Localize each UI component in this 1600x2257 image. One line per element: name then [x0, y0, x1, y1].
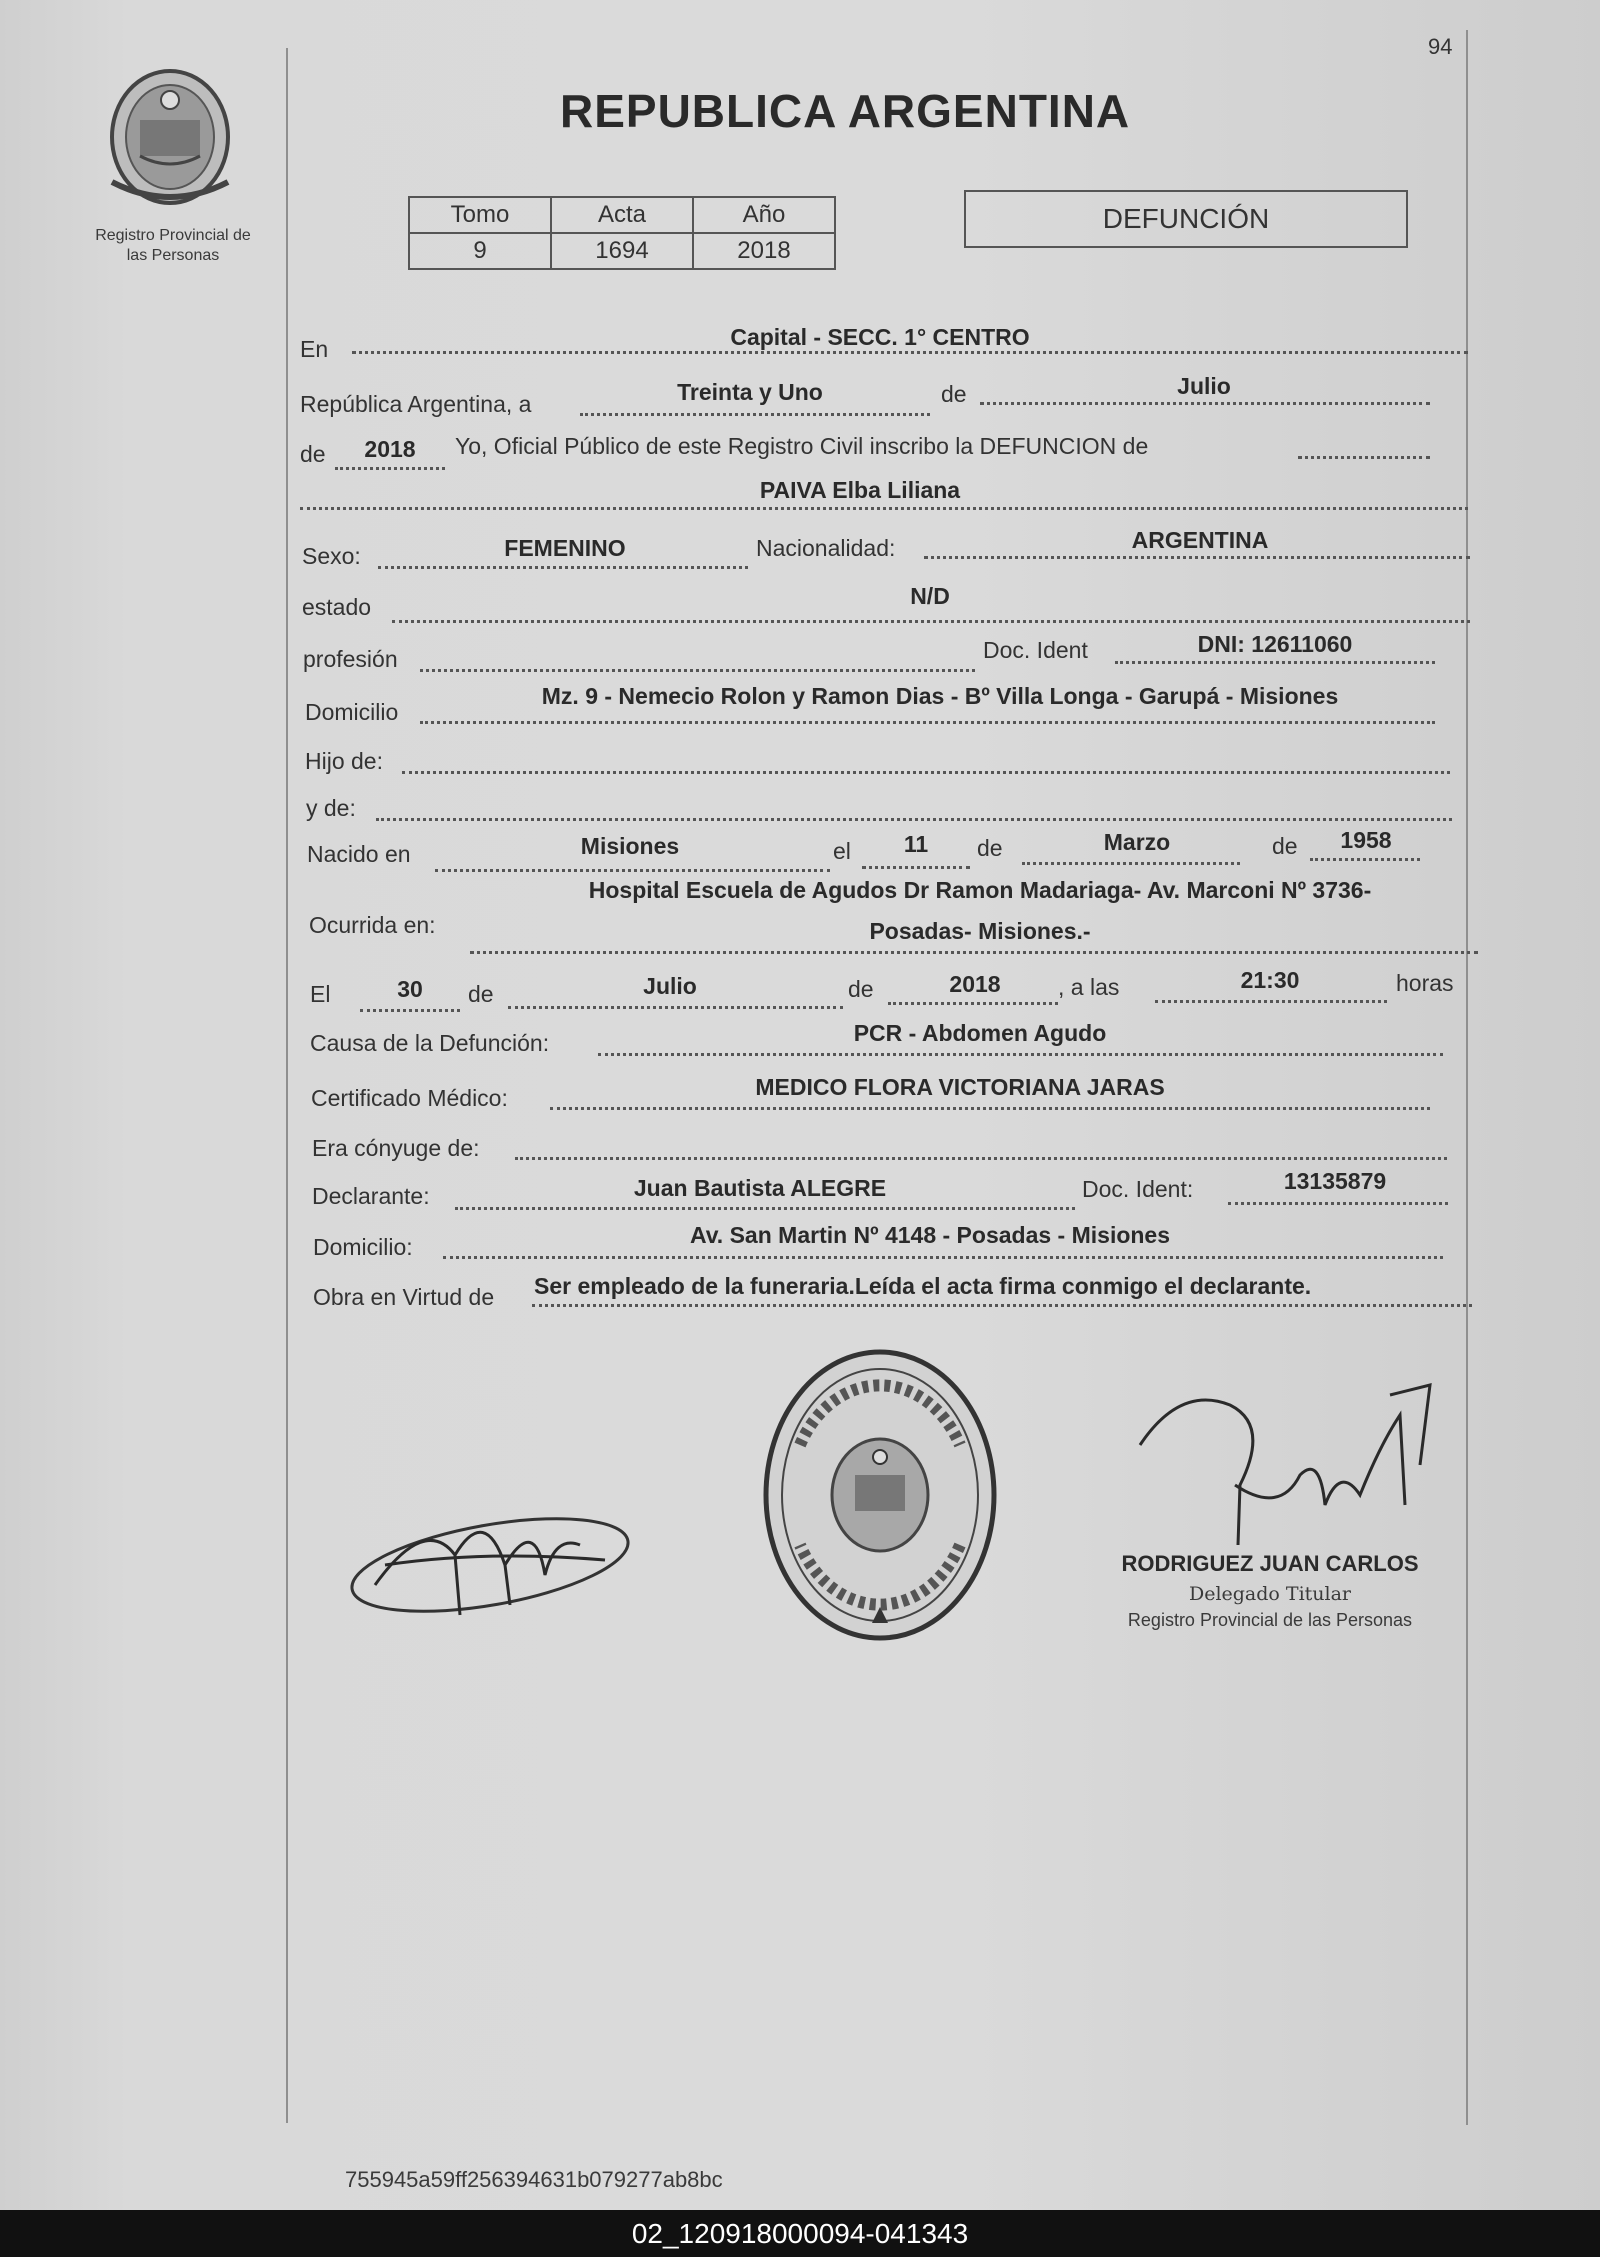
value-nombre: PAIVA Elba Liliana [759, 477, 961, 503]
label-ocurrida-en: Ocurrida en: [309, 912, 436, 938]
dots-hijo-de [402, 771, 1450, 774]
value-nacionalidad: ARGENTINA [1131, 527, 1269, 553]
dots-def-mes [508, 1006, 843, 1009]
label-el: el [833, 838, 851, 864]
dots-nac-dia [862, 866, 970, 869]
signatory-org: Registro Provincial de las Personas [1127, 1610, 1413, 1630]
signatory-role: Delegado Titular [1188, 1583, 1352, 1605]
signatory-name: RODRIGUEZ JUAN CARLOS [1121, 1551, 1419, 1576]
label-declarante: Declarante: [312, 1183, 430, 1209]
acta-header: Acta [551, 197, 693, 233]
label-doc-ident-declarante: Doc. Ident: [1082, 1176, 1194, 1202]
right-margin-line [1466, 30, 1468, 2125]
label-el-def: El [310, 981, 331, 1007]
dots-declarante [455, 1207, 1075, 1210]
declarant-signature-icon [345, 1495, 635, 1625]
value-nac-anio: 1958 [1340, 827, 1392, 853]
label-de-nac-anio: de [1272, 833, 1298, 859]
dots-nombre [300, 507, 1468, 510]
official-seal-icon [760, 1345, 1000, 1645]
value-obra-en-virtud: Ser empleado de la funeraria.Leída el acta firma conmigo el declarante. [534, 1273, 1312, 1299]
label-causa: Causa de la Defunción: [310, 1030, 550, 1056]
dots-causa [598, 1053, 1443, 1056]
dots-domicilio [420, 721, 1435, 724]
value-declarante-doc: 13135879 [1283, 1168, 1387, 1194]
acta-value: 1694 [551, 233, 693, 269]
registry-caption-line1: Registro Provincial de [95, 227, 251, 244]
misiones-crest-icon [100, 62, 240, 212]
page-title: REPUBLICA ARGENTINA [560, 85, 1131, 137]
dots-declarante-domicilio [443, 1256, 1443, 1259]
label-de-def-anio: de [848, 976, 874, 1002]
label-doc-ident: Doc. Ident [983, 637, 1088, 663]
dots-obra-en-virtud [532, 1304, 1472, 1307]
tomo-value: 9 [409, 233, 551, 269]
value-nac-dia: 11 [903, 831, 929, 857]
value-dia-texto: Treinta y Uno [677, 379, 823, 405]
dots-conyuge [515, 1157, 1447, 1160]
dots-ocurrida [470, 951, 1478, 954]
dots-nac-mes [1022, 862, 1240, 865]
value-domicilio: Mz. 9 - Nemecio Rolon y Ramon Dias - Bº Villa Longa - Garupá - Misiones [541, 683, 1339, 709]
value-sexo: FEMENINO [504, 535, 626, 561]
dots-nacionalidad [924, 556, 1470, 559]
value-mes: Julio [1177, 373, 1231, 399]
label-estado: estado [302, 594, 372, 620]
dots-estado [392, 620, 1470, 623]
label-hijo-de: Hijo de: [305, 748, 383, 774]
value-def-hora: 21:30 [1240, 967, 1300, 993]
value-def-dia: 30 [397, 976, 423, 1002]
value-doc-ident: DNI: 12611060 [1197, 631, 1353, 657]
value-ocurrida-linea2: Posadas- Misiones.- [869, 918, 1091, 944]
label-a-las: , a las [1058, 974, 1120, 1000]
dots-certificado [550, 1107, 1430, 1110]
label-y-de: y de: [306, 795, 356, 821]
value-estado: N/D [910, 583, 950, 609]
label-de-nac-mes: de [977, 835, 1003, 861]
value-declarante-domicilio: Av. San Martin Nº 4148 - Posadas - Misiones [689, 1222, 1171, 1248]
value-declarante: Juan Bautista ALEGRE [633, 1175, 887, 1201]
dots-dia [580, 413, 930, 416]
anio-header: Año [693, 197, 835, 233]
value-lugar: Capital - SECC. 1° CENTRO [730, 324, 1030, 350]
value-nacido-en: Misiones [580, 833, 680, 859]
value-causa: PCR - Abdomen Agudo [853, 1020, 1107, 1046]
page-number: 94 [1428, 34, 1453, 59]
tomo-header: Tomo [409, 197, 551, 233]
value-def-mes: Julio [643, 973, 697, 999]
dots-def-anio [888, 1002, 1058, 1005]
label-domicilio: Domicilio [305, 699, 399, 725]
dots-mes [980, 402, 1430, 405]
dots-anio [335, 467, 445, 470]
label-horas: horas [1396, 970, 1454, 996]
label-oficial: Yo, Oficial Público de este Registro Civil inscribo la DEFUNCION de [455, 433, 1149, 459]
dots-doc-ident [1115, 661, 1435, 664]
value-def-anio: 2018 [949, 971, 1001, 997]
label-en: En [300, 336, 329, 362]
dots-lugar [352, 351, 1468, 354]
registry-caption [68, 226, 278, 266]
dots-declarante-doc [1228, 1202, 1448, 1205]
label-profesion: profesión [303, 646, 398, 672]
dots-profesion [420, 669, 975, 672]
anio-value: 2018 [693, 233, 835, 269]
value-ocurrida-linea1: Hospital Escuela de Agudos Dr Ramon Madariaga- Av. Marconi Nº 3736- [588, 877, 1372, 903]
dots-y-de [376, 818, 1452, 821]
label-conyuge: Era cónyuge de: [312, 1135, 480, 1161]
value-anio: 2018 [364, 436, 416, 462]
label-sexo: Sexo: [302, 543, 361, 569]
label-republica-a: República Argentina, a [300, 391, 532, 417]
record-type-box: DEFUNCIÓN [964, 190, 1408, 248]
footer-id-bar: 02_120918000094-041343 [0, 2210, 1600, 2257]
label-de-def-mes: de [468, 981, 494, 1007]
label-nacido-en: Nacido en [307, 841, 411, 867]
value-nac-mes: Marzo [1103, 829, 1171, 855]
document-hash: 755945a59ff256394631b079277ab8bc [345, 2167, 723, 2192]
dots-def-hora [1155, 1000, 1387, 1003]
dots-oficial [1298, 456, 1430, 459]
official-signature-icon [1120, 1375, 1450, 1550]
label-certificado: Certificado Médico: [311, 1085, 508, 1111]
label-nacionalidad: Nacionalidad: [756, 535, 896, 561]
left-margin-line [286, 48, 288, 2123]
value-certificado: MEDICO FLORA VICTORIANA JARAS [755, 1074, 1165, 1100]
registry-caption-line2: las Personas [126, 247, 220, 264]
label-de-mes: de [941, 381, 967, 407]
label-obra-en-virtud: Obra en Virtud de [313, 1284, 495, 1310]
dots-def-dia [360, 1009, 460, 1012]
dots-nac-anio [1310, 858, 1420, 861]
dots-sexo [378, 566, 748, 569]
label-domicilio-declarante: Domicilio: [313, 1234, 413, 1260]
registration-table [408, 196, 836, 270]
label-de-anio: de [300, 441, 326, 467]
dots-nacido-en [435, 869, 830, 872]
